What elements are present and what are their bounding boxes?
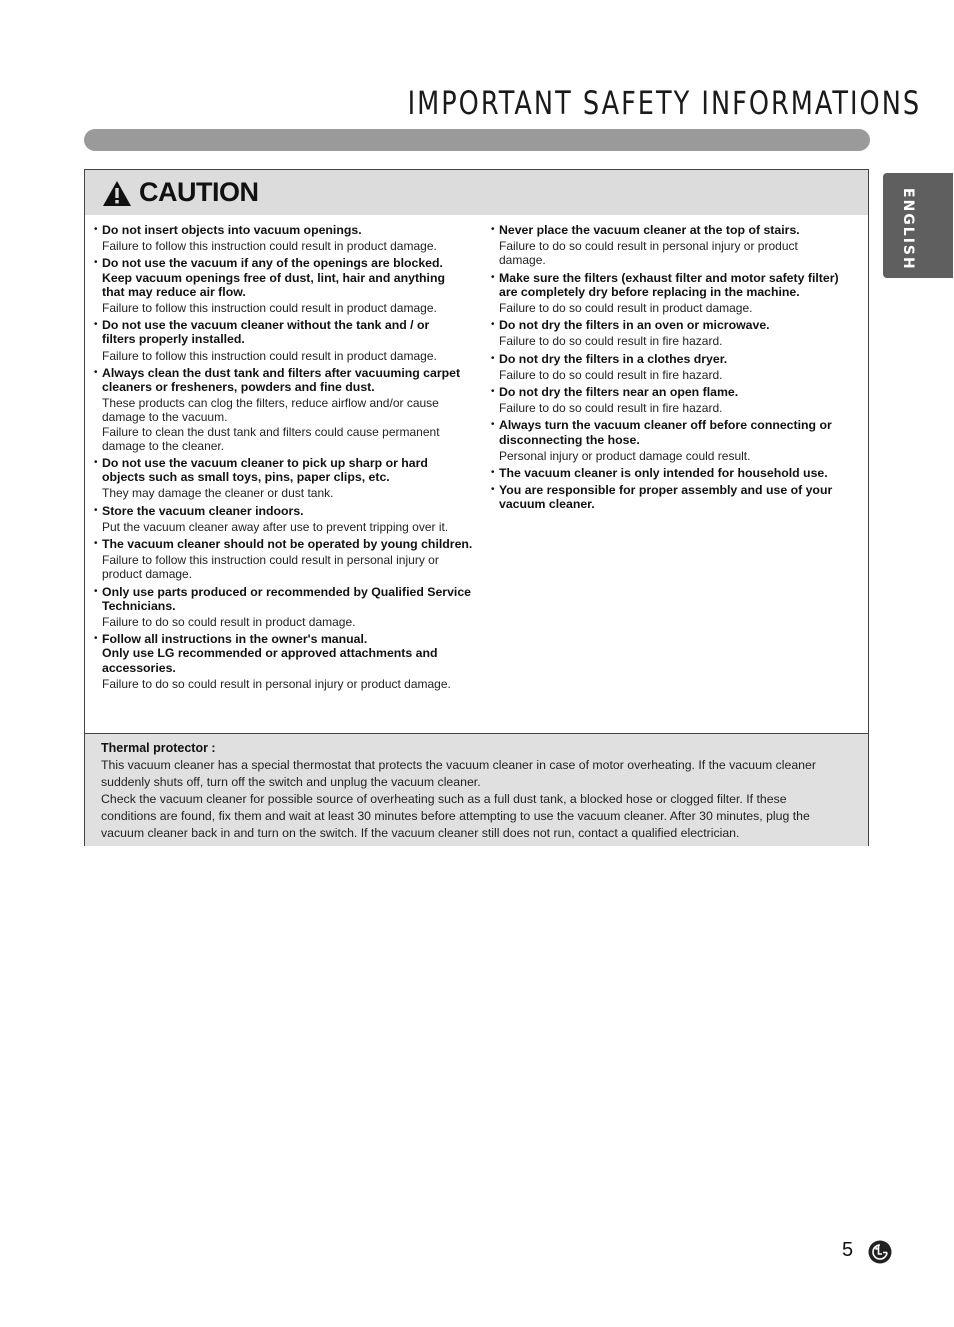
thermal-paragraph-1: This vacuum cleaner has a special thermostat that protects the vacuum cleaner in case of motor overheating. If the vacuum cleaner suddenly shuts off, turn off the switch and unplug the vacuum cleaner.	[101, 758, 816, 789]
caution-item-body: Failure to do so could result in personal injury or product damage.	[499, 239, 798, 268]
caution-item	[491, 318, 856, 348]
bullet-icon: •	[491, 319, 495, 331]
caution-item-body: These products can clog the filters, reduce airflow and/or cause damage to the vacuum. Failure to clean the dust tank and filters could cause permanent damage to the cleaner.	[102, 396, 440, 453]
caution-item	[94, 537, 479, 582]
title-divider-bar	[84, 129, 870, 151]
caution-item	[94, 456, 479, 501]
caution-item	[94, 366, 479, 453]
caution-item	[94, 585, 479, 630]
bullet-icon: •	[94, 585, 98, 597]
caution-left-column	[94, 223, 479, 694]
caution-item-body: Failure to do so could result in product damage.	[102, 615, 356, 630]
caution-item-heading: Never place the vacuum cleaner at the top of stairs.	[499, 223, 800, 237]
caution-item	[491, 418, 856, 463]
page-number: 5	[842, 1239, 854, 1261]
bullet-icon: •	[491, 484, 495, 496]
caution-item-heading: Only use parts produced or recommended by Qualified Service Technicians.	[102, 584, 472, 613]
caution-header	[85, 170, 868, 215]
caution-item-heading: Do not dry the filters near an open flame.	[499, 385, 739, 400]
caution-item-heading: Do not use the vacuum cleaner to pick up sharp or hard objects such as small toys, pins, paper clips, etc.	[102, 456, 428, 485]
bullet-icon: •	[94, 257, 98, 269]
warning-triangle-icon	[102, 180, 132, 207]
caution-item-body: Personal injury or product damage could result.	[499, 448, 751, 463]
caution-item-heading: The vacuum cleaner should not be operated by young children.	[102, 537, 473, 552]
thermal-protector-body	[101, 757, 841, 842]
caution-item	[94, 632, 479, 691]
bullet-icon: •	[491, 419, 495, 431]
bullet-icon: •	[491, 271, 495, 283]
bullet-icon: •	[491, 352, 495, 364]
caution-item	[94, 318, 479, 363]
caution-item	[94, 223, 479, 253]
caution-item	[491, 385, 856, 415]
caution-item-heading: Always clean the dust tank and filters after vacuuming carpet cleaners or fresheners, powders and fine dust.	[102, 365, 461, 395]
thermal-protector-section	[85, 733, 868, 846]
bullet-icon: •	[94, 504, 98, 516]
caution-right-column	[491, 223, 856, 515]
caution-title: CAUTION	[139, 177, 259, 207]
caution-item-body: Put the vacuum cleaner away after use to prevent tripping over it.	[102, 519, 449, 534]
caution-item-heading: Do not use the vacuum if any of the openings are blocked. Keep vacuum openings free of dust, lint, hair and anything that may reduce air flow.	[102, 256, 445, 299]
thermal-protector-title: Thermal protector :	[101, 741, 216, 755]
caution-item-heading: Store the vacuum cleaner indoors.	[102, 503, 304, 518]
caution-item-body: Failure to follow this instruction could result in product damage.	[102, 239, 437, 254]
caution-item	[491, 466, 856, 480]
caution-item	[94, 504, 479, 534]
caution-item-body: Failure to do so could result in product damage.	[499, 301, 753, 316]
page-title: IMPORTANT SAFETY INFORMATIONS	[407, 84, 922, 122]
caution-item-body: They may damage the cleaner or dust tank.	[102, 486, 334, 501]
caution-item-heading: Do not dry the filters in a clothes dryer.	[499, 351, 728, 366]
caution-item	[491, 352, 856, 382]
caution-item-body: Failure to do so could result in fire hazard.	[499, 334, 723, 349]
caution-item-heading: Do not use the vacuum cleaner without the tank and / or filters properly installed.	[102, 318, 430, 347]
caution-item	[491, 483, 856, 511]
bullet-icon: •	[491, 224, 495, 235]
thermal-paragraph-2: Check the vacuum cleaner for possible source of overheating such as a full dust tank, a blocked hose or clogged filter. If these conditions are found, fix them and wait at least 30 minutes before attempting to use the vacuum cleaner. After 30 minutes, plug the vacuum cleaner back in and turn on the switch. If the vacuum cleaner still does not run, contact a qualified electrician.	[101, 792, 810, 840]
caution-item	[491, 271, 856, 316]
caution-item-body: Failure to do so could result in fire hazard.	[499, 401, 723, 416]
bullet-icon: •	[491, 386, 495, 398]
caution-item-heading: Make sure the filters (exhaust filter and motor safety filter) are completely dry before replacing in the machine.	[499, 270, 839, 299]
caution-item	[94, 256, 479, 315]
bullet-icon: •	[491, 467, 495, 479]
caution-item-heading: The vacuum cleaner is only intended for household use.	[499, 466, 828, 481]
caution-item-heading: Follow all instructions in the owner's manual. Only use LG recommended or approved attachments and accessories.	[102, 632, 438, 675]
language-tab	[883, 173, 953, 278]
caution-item-body: Failure to follow this instruction could result in product damage.	[102, 301, 437, 316]
caution-item-heading: Do not insert objects into vacuum openings.	[102, 223, 362, 237]
bullet-icon: •	[94, 457, 98, 469]
bullet-icon: •	[94, 319, 98, 331]
caution-item-heading: You are responsible for proper assembly and use of your vacuum cleaner.	[499, 483, 833, 512]
caution-item-body: Failure to follow this instruction could result in personal injury or product damage.	[102, 553, 439, 582]
bullet-icon: •	[94, 224, 98, 235]
caution-item-body: Failure to do so could result in fire hazard.	[499, 367, 723, 382]
bullet-icon: •	[94, 633, 98, 645]
caution-item-heading: Always turn the vacuum cleaner off before connecting or disconnecting the hose.	[499, 418, 832, 447]
caution-box	[84, 169, 869, 846]
caution-item-body: Failure to follow this instruction could result in product damage.	[102, 348, 437, 363]
caution-item-heading: Do not dry the filters in an oven or microwave.	[499, 318, 770, 333]
bullet-icon: •	[94, 366, 98, 378]
lg-logo-icon	[868, 1240, 892, 1264]
caution-item-body: Failure to do so could result in personal injury or product damage.	[102, 676, 451, 691]
bullet-icon: •	[94, 538, 98, 550]
caution-item	[491, 223, 856, 268]
language-tab-label: ENGLISH	[900, 188, 916, 271]
